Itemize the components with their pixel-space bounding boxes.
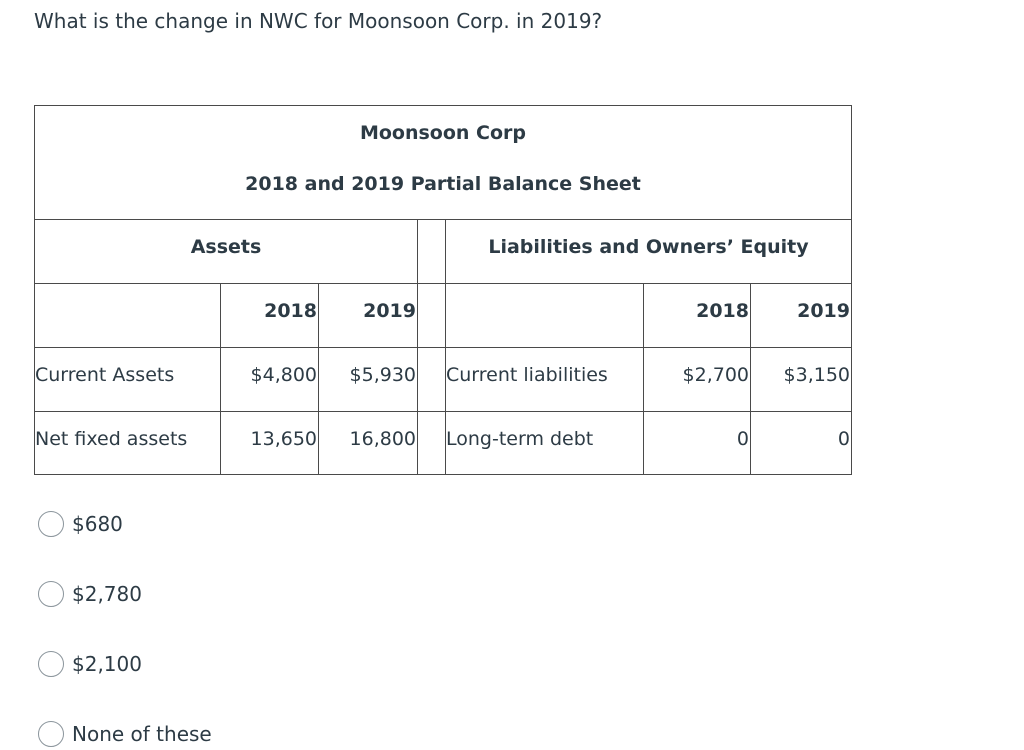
question-text: What is the change in NWC for Moonsoon Corp. in 2019? — [34, 9, 603, 33]
liability-row-2019-value: 0 — [837, 428, 850, 450]
table-divider — [417, 219, 418, 475]
answer-option-label: $2,780 — [72, 582, 142, 606]
asset-row-2018-value: 13,650 — [250, 428, 317, 450]
liability-row-label: Long-term debt — [446, 428, 594, 450]
asset-row-label: Current Assets — [35, 364, 175, 386]
radio-button-icon[interactable] — [38, 721, 64, 747]
answer-option-label: None of these — [72, 722, 212, 746]
liability-row-label: Current liabilities — [446, 364, 608, 386]
liabilities-year-2018-header: 2018 — [696, 300, 749, 322]
balance-sheet-subtitle: 2018 and 2019 Partial Balance Sheet — [245, 173, 641, 195]
table-divider — [35, 283, 851, 284]
company-title: Moonsoon Corp — [359, 122, 527, 144]
asset-row-2019-value: $5,930 — [349, 364, 416, 386]
liability-row-2018-value: 0 — [736, 428, 749, 450]
liabilities-header: Liabilities and Owners’ Equity — [488, 236, 809, 258]
liability-row-2019-value: $3,150 — [783, 364, 850, 386]
answer-option[interactable] — [38, 581, 142, 607]
assets-year-2019-header: 2019 — [363, 300, 416, 322]
assets-year-2018-header: 2018 — [264, 300, 317, 322]
liabilities-year-2019-header: 2019 — [797, 300, 850, 322]
asset-row-label: Net fixed assets — [35, 428, 188, 450]
answer-option[interactable] — [38, 511, 123, 537]
radio-button-icon[interactable] — [38, 581, 64, 607]
assets-header: Assets — [190, 236, 262, 258]
answer-option[interactable] — [38, 721, 212, 747]
answer-option-label: $2,100 — [72, 652, 142, 676]
table-divider — [35, 219, 851, 220]
balance-sheet-table — [34, 105, 852, 475]
radio-button-icon[interactable] — [38, 511, 64, 537]
answer-option[interactable] — [38, 651, 142, 677]
asset-row-2018-value: $4,800 — [250, 364, 317, 386]
liability-row-2018-value: $2,700 — [682, 364, 749, 386]
table-divider — [35, 411, 851, 412]
answer-option-label: $680 — [72, 512, 123, 536]
radio-button-icon[interactable] — [38, 651, 64, 677]
asset-row-2019-value: 16,800 — [349, 428, 416, 450]
table-divider — [35, 347, 851, 348]
